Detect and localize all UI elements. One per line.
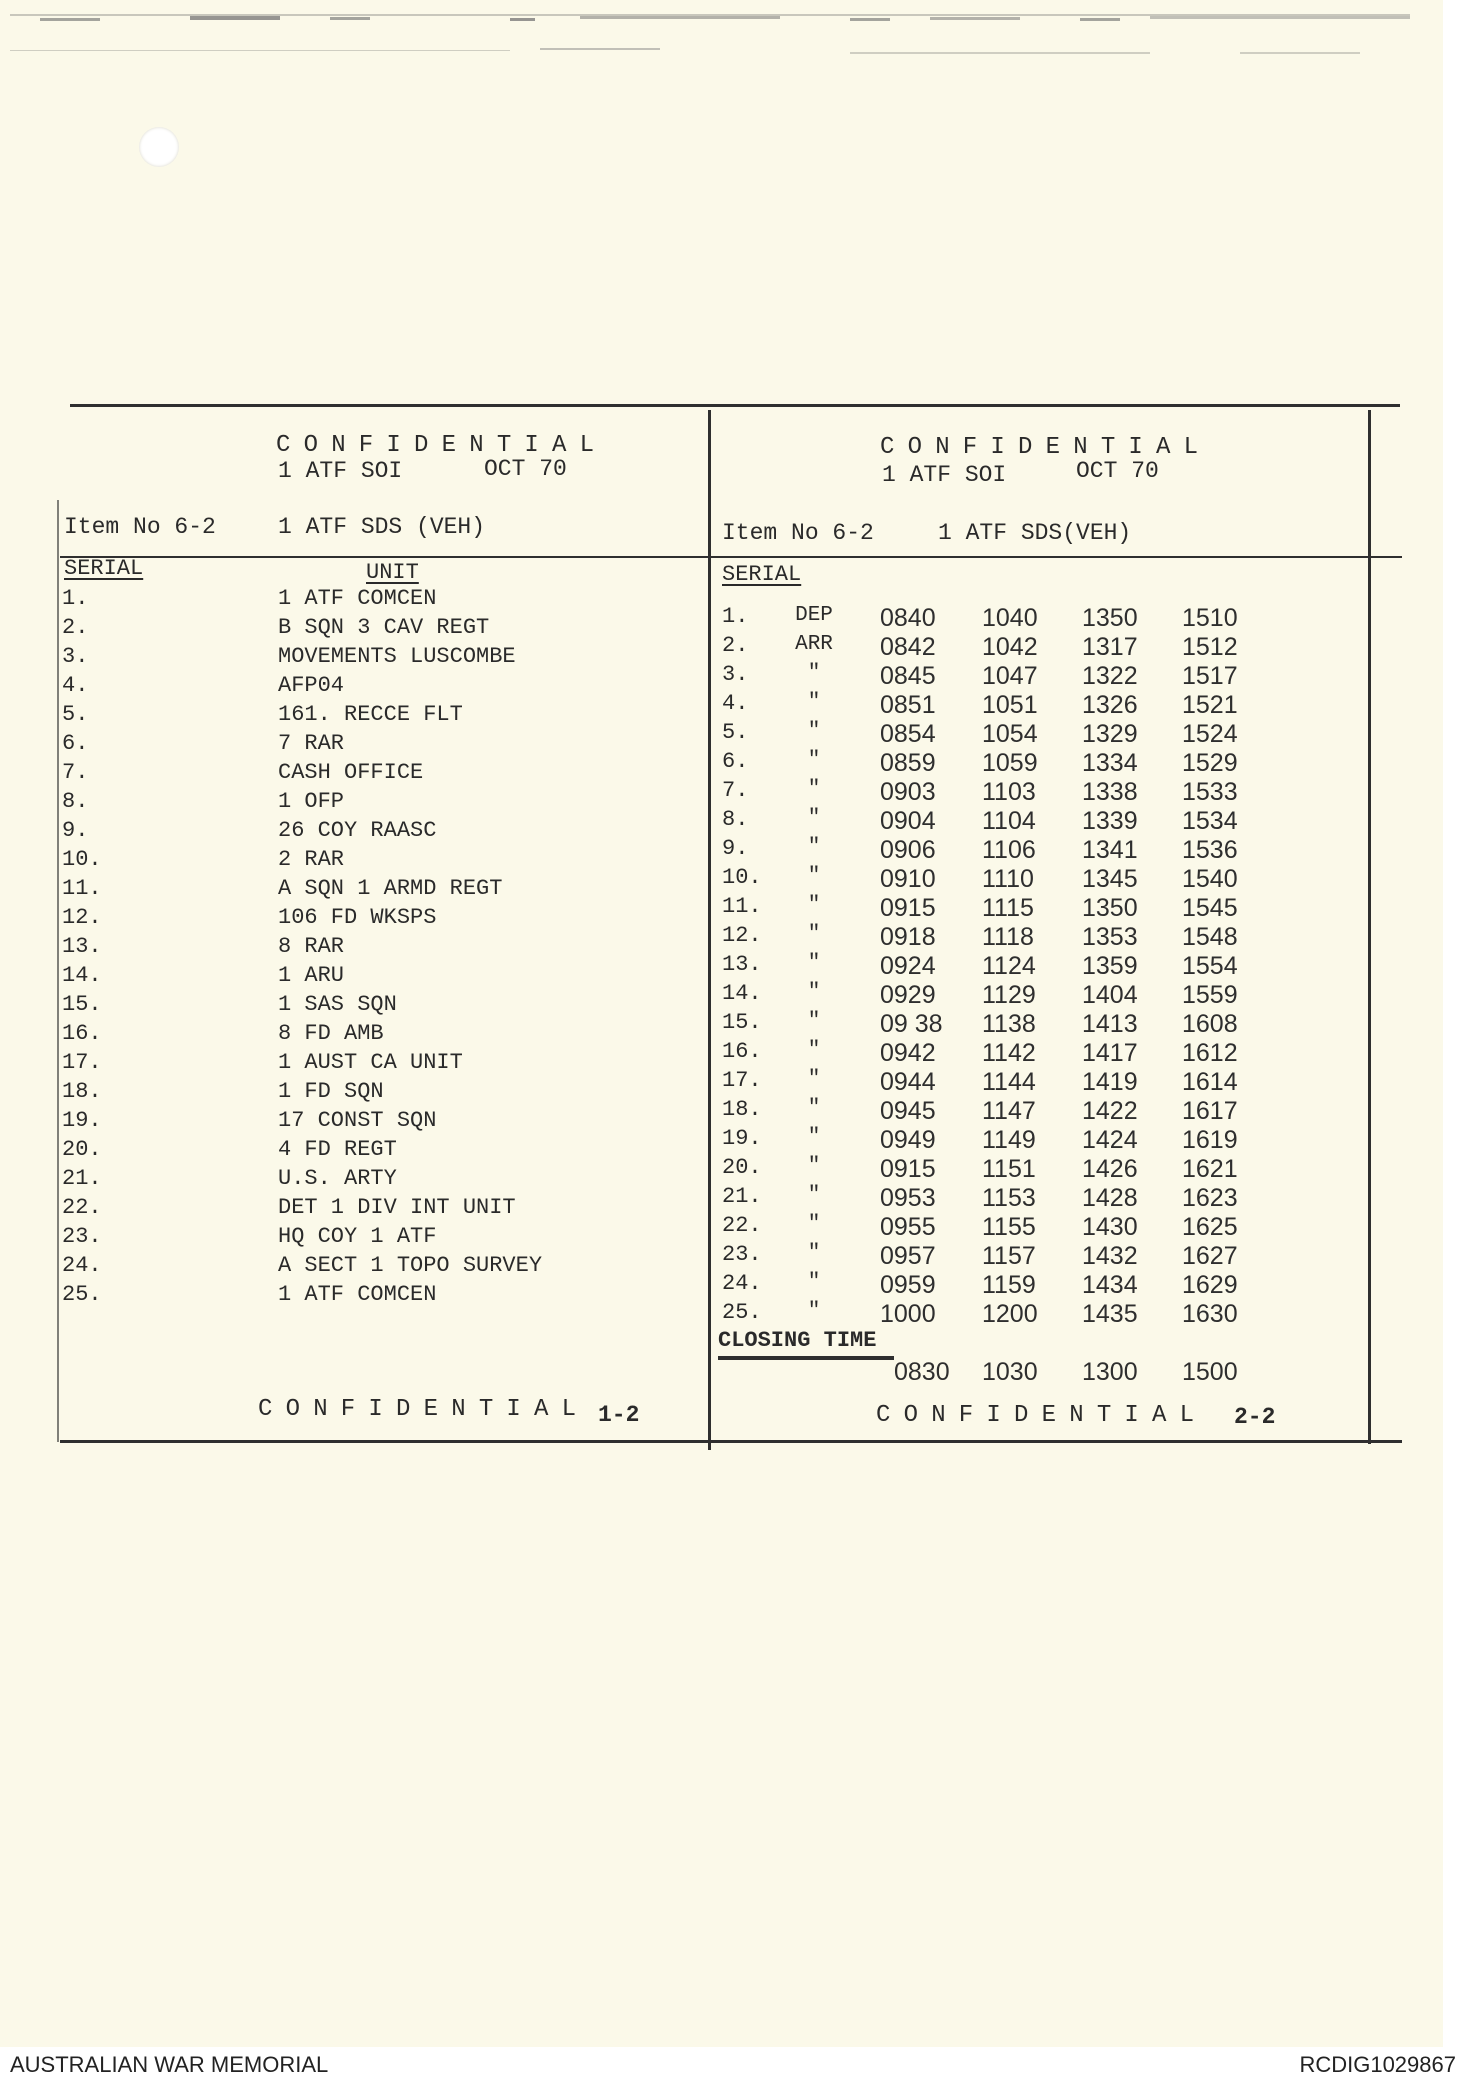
serial-number: 15. (722, 1010, 762, 1035)
serial-number: 22. (722, 1213, 762, 1238)
serial-number: 13. (62, 934, 102, 959)
time-cell: 1512 (1182, 633, 1238, 661)
time-cell: 0944 (880, 1068, 936, 1096)
time-cell: 0924 (880, 952, 936, 980)
time-cell: 1428 (1082, 1184, 1138, 1212)
left-confidential-footer: CONFIDENTIAL (258, 1396, 590, 1423)
closing-time-label: CLOSING TIME (718, 1328, 877, 1353)
unit-name: 106 FD WKSPS (278, 905, 437, 930)
serial-number: 24. (722, 1271, 762, 1296)
serial-number: 6. (722, 749, 749, 774)
serial-number: 10. (62, 847, 102, 872)
serial-number: 7. (722, 778, 749, 803)
time-cell: 1334 (1082, 749, 1138, 777)
unit-name: HQ COY 1 ATF (278, 1224, 437, 1249)
time-cell: 1625 (1182, 1213, 1238, 1241)
serial-number: 23. (722, 1242, 762, 1267)
time-cell: 1118 (982, 923, 1034, 951)
unit-name: 1 SAS SQN (278, 992, 397, 1017)
time-cell: 1040 (982, 604, 1038, 632)
run-status: " (807, 1097, 821, 1120)
right-soi: 1 ATF SOI (882, 462, 1007, 488)
serial-number: 5. (62, 702, 89, 727)
run-status: " (807, 952, 821, 975)
time-cell: 1435 (1082, 1300, 1138, 1328)
right-date: OCT 70 (1076, 458, 1159, 484)
time-cell: 1138 (982, 1010, 1036, 1038)
closing-time-cell: 1300 (1082, 1358, 1138, 1386)
serial-number: 16. (722, 1039, 762, 1064)
left-confidential-header: CONFIDENTIAL (276, 432, 608, 459)
time-cell: 1350 (1082, 604, 1138, 632)
unit-name: U.S. ARTY (278, 1166, 397, 1191)
time-cell: 1159 (982, 1271, 1036, 1299)
unit-name: AFP04 (278, 673, 345, 698)
run-status: " (807, 807, 821, 830)
run-status: " (807, 1039, 821, 1062)
run-status: " (807, 894, 821, 917)
time-cell: 1110 (982, 865, 1034, 893)
time-cell: 1619 (1182, 1126, 1238, 1154)
time-cell: 1417 (1082, 1039, 1138, 1067)
left-item-no: Item No 6-2 (64, 514, 216, 540)
serial-number: 17. (62, 1050, 102, 1075)
time-cell: 1413 (1082, 1010, 1138, 1038)
serial-number: 9. (62, 818, 89, 843)
serial-number: 13. (722, 952, 762, 977)
time-cell: 1608 (1182, 1010, 1238, 1038)
time-cell: 0957 (880, 1242, 936, 1270)
center-divider (708, 410, 711, 1450)
time-cell: 1630 (1182, 1300, 1238, 1328)
time-cell: 0953 (880, 1184, 936, 1212)
run-status: " (807, 1213, 821, 1236)
time-cell: 1529 (1182, 749, 1238, 777)
right-item-no: Item No 6-2 (722, 520, 874, 546)
left-page-number: 1-2 (598, 1402, 640, 1428)
serial-number: 11. (722, 894, 762, 919)
bottom-rule (60, 1440, 1402, 1443)
time-cell: 1329 (1082, 720, 1138, 748)
time-cell: 1432 (1082, 1242, 1138, 1270)
right-title: 1 ATF SDS(VEH) (938, 520, 1132, 546)
time-cell: 1157 (982, 1242, 1036, 1270)
time-cell: 0840 (880, 604, 936, 632)
unit-name: 1 ATF COMCEN (278, 1282, 437, 1307)
right-border (1368, 410, 1371, 1444)
time-cell: 1350 (1082, 894, 1138, 922)
unit-name: A SECT 1 TOPO SURVEY (278, 1253, 543, 1278)
time-cell: 0842 (880, 633, 936, 661)
serial-number: 14. (62, 963, 102, 988)
run-status: " (807, 1300, 821, 1323)
unit-name: B SQN 3 CAV REGT (278, 615, 490, 640)
left-border (57, 500, 59, 1442)
time-cell: 1153 (982, 1184, 1036, 1212)
time-cell: 1124 (982, 952, 1036, 980)
time-cell: 1533 (1182, 778, 1238, 806)
time-cell: 1200 (982, 1300, 1038, 1328)
serial-number: 3. (62, 644, 89, 669)
serial-number: 2. (722, 633, 749, 658)
time-cell: 09 38 (880, 1010, 943, 1038)
run-status: " (807, 1010, 821, 1033)
time-cell: 1147 (982, 1097, 1036, 1125)
run-status: " (807, 981, 821, 1004)
run-status: " (807, 836, 821, 859)
time-cell: 1339 (1082, 807, 1138, 835)
left-unit-heading: UNIT (366, 560, 419, 585)
unit-name: 8 FD AMB (278, 1021, 384, 1046)
unit-name: A SQN 1 ARMD REGT (278, 876, 503, 901)
time-cell: 1545 (1182, 894, 1238, 922)
time-cell: 1510 (1182, 604, 1238, 632)
left-date: OCT 70 (484, 456, 567, 482)
time-cell: 1524 (1182, 720, 1238, 748)
run-status: " (807, 923, 821, 946)
serial-number: 11. (62, 876, 102, 901)
serial-number: 19. (62, 1108, 102, 1133)
serial-number: 14. (722, 981, 762, 1006)
time-cell: 1559 (1182, 981, 1238, 1009)
unit-name: 17 CONST SQN (278, 1108, 437, 1133)
header-rule (60, 556, 1402, 558)
run-status: " (807, 1271, 821, 1294)
serial-number: 22. (62, 1195, 102, 1220)
top-edge-marks (0, 0, 1443, 80)
right-confidential-footer: CONFIDENTIAL (876, 1402, 1208, 1429)
time-cell: 1353 (1082, 923, 1138, 951)
time-cell: 1434 (1082, 1271, 1138, 1299)
archive-reference: RCDIG1029867 (1299, 2052, 1456, 2077)
serial-number: 20. (722, 1155, 762, 1180)
left-serial-heading: SERIAL (64, 556, 144, 581)
time-cell: 1338 (1082, 778, 1138, 806)
run-status: " (807, 720, 821, 743)
time-cell: 1554 (1182, 952, 1238, 980)
serial-number: 15. (62, 992, 102, 1017)
serial-number: 16. (62, 1021, 102, 1046)
unit-name: DET 1 DIV INT UNIT (278, 1195, 516, 1220)
time-cell: 1612 (1182, 1039, 1238, 1067)
time-cell: 1054 (982, 720, 1038, 748)
time-cell: 1536 (1182, 836, 1238, 864)
unit-name: 1 ATF COMCEN (278, 586, 437, 611)
serial-number: 25. (722, 1300, 762, 1325)
right-serial-heading: SERIAL (722, 562, 802, 587)
run-status: " (807, 749, 821, 772)
serial-number: 4. (62, 673, 89, 698)
time-cell: 1430 (1082, 1213, 1138, 1241)
time-cell: 1617 (1182, 1097, 1238, 1125)
serial-number: 8. (62, 789, 89, 814)
unit-name: MOVEMENTS LUSCOMBE (278, 644, 516, 669)
time-cell: 1104 (982, 807, 1036, 835)
time-cell: 1404 (1082, 981, 1138, 1009)
time-cell: 1151 (982, 1155, 1036, 1183)
time-cell: 1317 (1082, 633, 1138, 661)
unit-name: 1 FD SQN (278, 1079, 384, 1104)
run-status: " (807, 1184, 821, 1207)
unit-name: 26 COY RAASC (278, 818, 437, 843)
serial-number: 1. (62, 586, 89, 611)
time-cell: 1424 (1082, 1126, 1138, 1154)
time-cell: 0851 (880, 691, 936, 719)
left-soi: 1 ATF SOI (278, 458, 403, 484)
run-status: " (807, 1242, 821, 1265)
time-cell: 1345 (1082, 865, 1138, 893)
time-cell: 1623 (1182, 1184, 1238, 1212)
time-cell: 1621 (1182, 1155, 1238, 1183)
time-cell: 0910 (880, 865, 936, 893)
serial-number: 6. (62, 731, 89, 756)
time-cell: 1548 (1182, 923, 1238, 951)
right-confidential-header: CONFIDENTIAL (880, 434, 1212, 461)
unit-name: 4 FD REGT (278, 1137, 397, 1162)
unit-name: 1 ARU (278, 963, 345, 988)
time-cell: 1359 (1082, 952, 1138, 980)
time-cell: 1540 (1182, 865, 1238, 893)
time-cell: 1142 (982, 1039, 1036, 1067)
time-cell: 0949 (880, 1126, 936, 1154)
run-status: " (807, 865, 821, 888)
closing-time-cell: 1500 (1182, 1358, 1238, 1386)
time-cell: 1534 (1182, 807, 1238, 835)
time-cell: 0854 (880, 720, 936, 748)
time-cell: 0859 (880, 749, 936, 777)
serial-number: 24. (62, 1253, 102, 1278)
time-cell: 1149 (982, 1126, 1036, 1154)
serial-number: 10. (722, 865, 762, 890)
time-cell: 0915 (880, 894, 936, 922)
unit-name: CASH OFFICE (278, 760, 424, 785)
time-cell: 1129 (982, 981, 1036, 1009)
serial-number: 9. (722, 836, 749, 861)
time-cell: 0929 (880, 981, 936, 1009)
time-cell: 1115 (982, 894, 1034, 922)
time-cell: 1521 (1182, 691, 1238, 719)
serial-number: 2. (62, 615, 89, 640)
left-title: 1 ATF SDS (VEH) (278, 514, 486, 540)
run-status: " (807, 1155, 821, 1178)
serial-number: 19. (722, 1126, 762, 1151)
time-cell: 1051 (982, 691, 1038, 719)
serial-number: 20. (62, 1137, 102, 1162)
unit-name: 2 RAR (278, 847, 345, 872)
time-cell: 1144 (982, 1068, 1036, 1096)
time-cell: 0904 (880, 807, 936, 835)
run-status: " (807, 778, 821, 801)
time-cell: 1629 (1182, 1271, 1238, 1299)
serial-number: 17. (722, 1068, 762, 1093)
unit-name: 1 OFP (278, 789, 345, 814)
time-cell: 1000 (880, 1300, 936, 1328)
unit-name: 1 AUST CA UNIT (278, 1050, 463, 1075)
serial-number: 8. (722, 807, 749, 832)
time-cell: 1326 (1082, 691, 1138, 719)
time-cell: 0955 (880, 1213, 936, 1241)
time-cell: 1517 (1182, 662, 1238, 690)
time-cell: 0915 (880, 1155, 936, 1183)
time-cell: 0959 (880, 1271, 936, 1299)
serial-number: 18. (62, 1079, 102, 1104)
run-status: " (807, 1126, 821, 1149)
time-cell: 0945 (880, 1097, 936, 1125)
time-cell: 1627 (1182, 1242, 1238, 1270)
serial-number: 25. (62, 1282, 102, 1307)
unit-name: 7 RAR (278, 731, 345, 756)
unit-name: 8 RAR (278, 934, 345, 959)
run-status: DEP (795, 604, 833, 627)
serial-number: 3. (722, 662, 749, 687)
closing-time-underline (718, 1356, 894, 1360)
serial-number: 21. (722, 1184, 762, 1209)
time-cell: 0942 (880, 1039, 936, 1067)
closing-time-cell: 1030 (982, 1358, 1038, 1386)
serial-number: 12. (62, 905, 102, 930)
run-status: " (807, 662, 821, 685)
run-status: " (807, 691, 821, 714)
time-cell: 0906 (880, 836, 936, 864)
unit-name: 161. RECCE FLT (278, 702, 463, 727)
time-cell: 1322 (1082, 662, 1138, 690)
time-cell: 1103 (982, 778, 1036, 806)
time-cell: 1426 (1082, 1155, 1138, 1183)
run-status: ARR (795, 633, 833, 656)
serial-number: 4. (722, 691, 749, 716)
serial-number: 18. (722, 1097, 762, 1122)
serial-number: 23. (62, 1224, 102, 1249)
serial-number: 5. (722, 720, 749, 745)
serial-number: 21. (62, 1166, 102, 1191)
time-cell: 1419 (1082, 1068, 1138, 1096)
serial-number: 12. (722, 923, 762, 948)
time-cell: 1042 (982, 633, 1038, 661)
time-cell: 1341 (1082, 836, 1138, 864)
time-cell: 1614 (1182, 1068, 1238, 1096)
time-cell: 0845 (880, 662, 936, 690)
time-cell: 0903 (880, 778, 936, 806)
right-page-number: 2-2 (1234, 1404, 1276, 1430)
time-cell: 1106 (982, 836, 1036, 864)
serial-number: 1. (722, 604, 749, 629)
time-cell: 0918 (880, 923, 936, 951)
archive-credit: AUSTRALIAN WAR MEMORIAL (10, 2052, 329, 2077)
time-cell: 1047 (982, 662, 1038, 690)
closing-time-cell: 0830 (894, 1358, 950, 1386)
serial-number: 7. (62, 760, 89, 785)
punch-hole (139, 127, 179, 167)
time-cell: 1155 (982, 1213, 1036, 1241)
run-status: " (807, 1068, 821, 1091)
time-cell: 1422 (1082, 1097, 1138, 1125)
time-cell: 1059 (982, 749, 1038, 777)
top-rule (70, 404, 1400, 407)
